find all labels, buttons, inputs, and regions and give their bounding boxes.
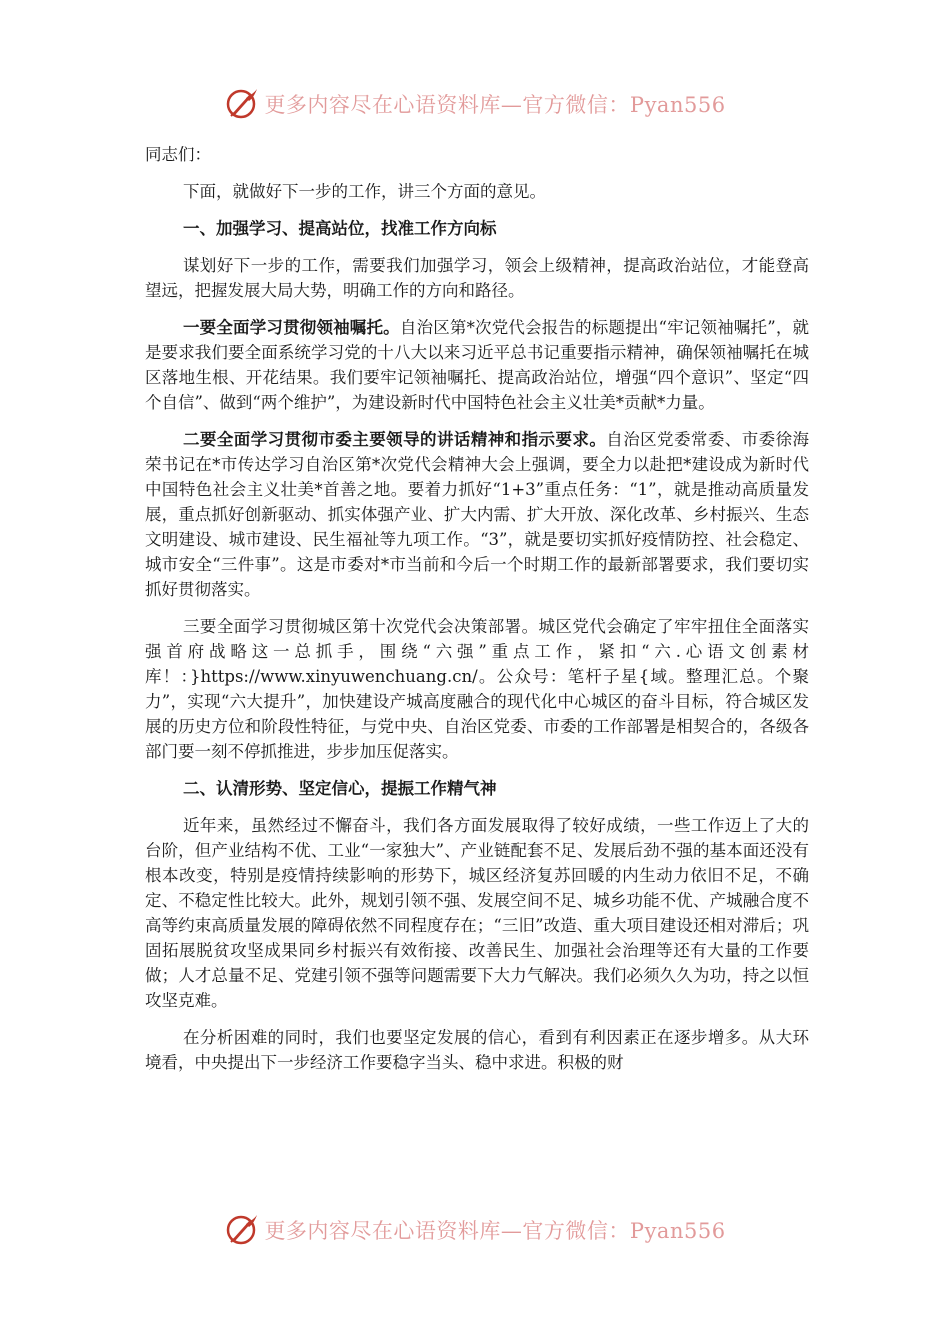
point-1-lead: 一要全面学习贯彻领袖嘱托。 — [183, 318, 400, 337]
point-1-paragraph — [145, 315, 809, 415]
point-2-lead: 二要全面学习贯彻市委主要领导的讲话精神和指示要求。 — [183, 430, 607, 449]
quill-logo-icon — [224, 1212, 260, 1248]
section2-paragraph-1: 近年来，虽然经过不懈奋斗，我们各方面发展取得了较好成绩，一些工作迈上了大的台阶，但产业结构不优、工业“一家独大”、产业链配套不足、发展后劲不强的基本面还没有根本改变，特别是疫情持续影响的形势下，城区经济复苏回暖的内生动力依旧不足，不确定、不稳定性比较大。此外，规划引领不强、发展空间不足、城乡功能不优、产城融合度不高等约束高质量发展的障碍依然不同程度存在；“三旧”改造、重大项目建设还相对滞后；巩固拓展脱贫攻坚成果同乡村振兴有效衔接、改善民生、加强社会治理等还有大量的工作要做；人才总量不足、党建引领不强等问题需要下大力气解决。我们必须久久为功，持之以恒攻坚克难。 — [145, 816, 809, 1010]
salutation: 同志们： — [145, 145, 211, 164]
document-body — [145, 142, 809, 1075]
section2-paragraph-2: 在分析困难的同时，我们也要坚定发展的信心，看到有利因素正在逐步增多。从大环境看，中央提出下一步经济工作要稳字当头、稳中求进。积极的财 — [145, 1028, 809, 1072]
section-heading-1: 一、加强学习、提高站位，找准工作方向标 — [183, 219, 497, 238]
intro-paragraph: 下面，就做好下一步的工作，讲三个方面的意见。 — [183, 182, 546, 201]
point-1-body: 自治区第*次党代会报告的标题提出“牢记领袖嘱托”，就是要求我们要全面系统学习党的十八大以来习近平总书记重要指示精神，确保领袖嘱托在城区落地生根、开花结果。我们要牢记领袖嘱托、提高政治站位，增强“四个意识”、坚定“四个自信”、做到“两个维护”，为建设新时代中国特色社会主义壮美*贡献*力量。 — [145, 318, 810, 412]
header-watermark-banner — [0, 82, 950, 126]
section1-intro-paragraph: 谋划好下一步的工作，需要我们加强学习，领会上级精神，提高政治站位，才能登高望远，把握发展大局大势，明确工作的方向和路径。 — [145, 256, 809, 300]
quill-logo-icon — [224, 86, 260, 122]
point-2-body: 自治区党委常委、市委徐海荣书记在*市传达学习自治区第*次党代会精神大会上强调，要全力以赴把*建设成为新时代中国特色社会主义壮美*首善之地。要着力抓好“1+3”重点任务：“1”，就是推动高质量发展，重点抓好创新驱动、抓实体强产业、扩大内需、扩大开放、深化改革、乡村振兴、生态文明建设、城市建设、民生福祉等九项工作。“3”，就是要切实抓好疫情防控、社会稳定、城市安全“三件事”。这是市委对*市当前和今后一个时期工作的最新部署要求，我们要切实抓好贯彻落实。 — [145, 430, 810, 599]
footer-watermark-banner — [0, 1208, 950, 1252]
point-2-paragraph — [145, 427, 809, 602]
section-heading-2: 二、认清形势、坚定信心，提振工作精气神 — [183, 779, 497, 798]
point-3-paragraph: 三要全面学习贯彻城区第十次党代会决策部署。城区党代会确定了牢牢扭住全面落实强首府战略这一总抓手，围绕“六强”重点工作，紧扣“六.心语文创素材库！：}https://www.xinyuwenchuang.cn/。公众号：笔杆子星{域。整理汇总。个聚力”，实现“六大提升”，加快建设产城高度融合的现代化中心城区的奋斗目标，符合城区发展的历史方位和阶段性特征，与党中央、自治区党委、市委的工作部署是相契合的，各级各部门要一刻不停抓推进，步步加压促落实。 — [145, 617, 809, 761]
watermark-text: 更多内容尽在心语资料库—官方微信：Pyan556 — [264, 1219, 726, 1243]
watermark-text: 更多内容尽在心语资料库—官方微信：Pyan556 — [264, 93, 726, 117]
